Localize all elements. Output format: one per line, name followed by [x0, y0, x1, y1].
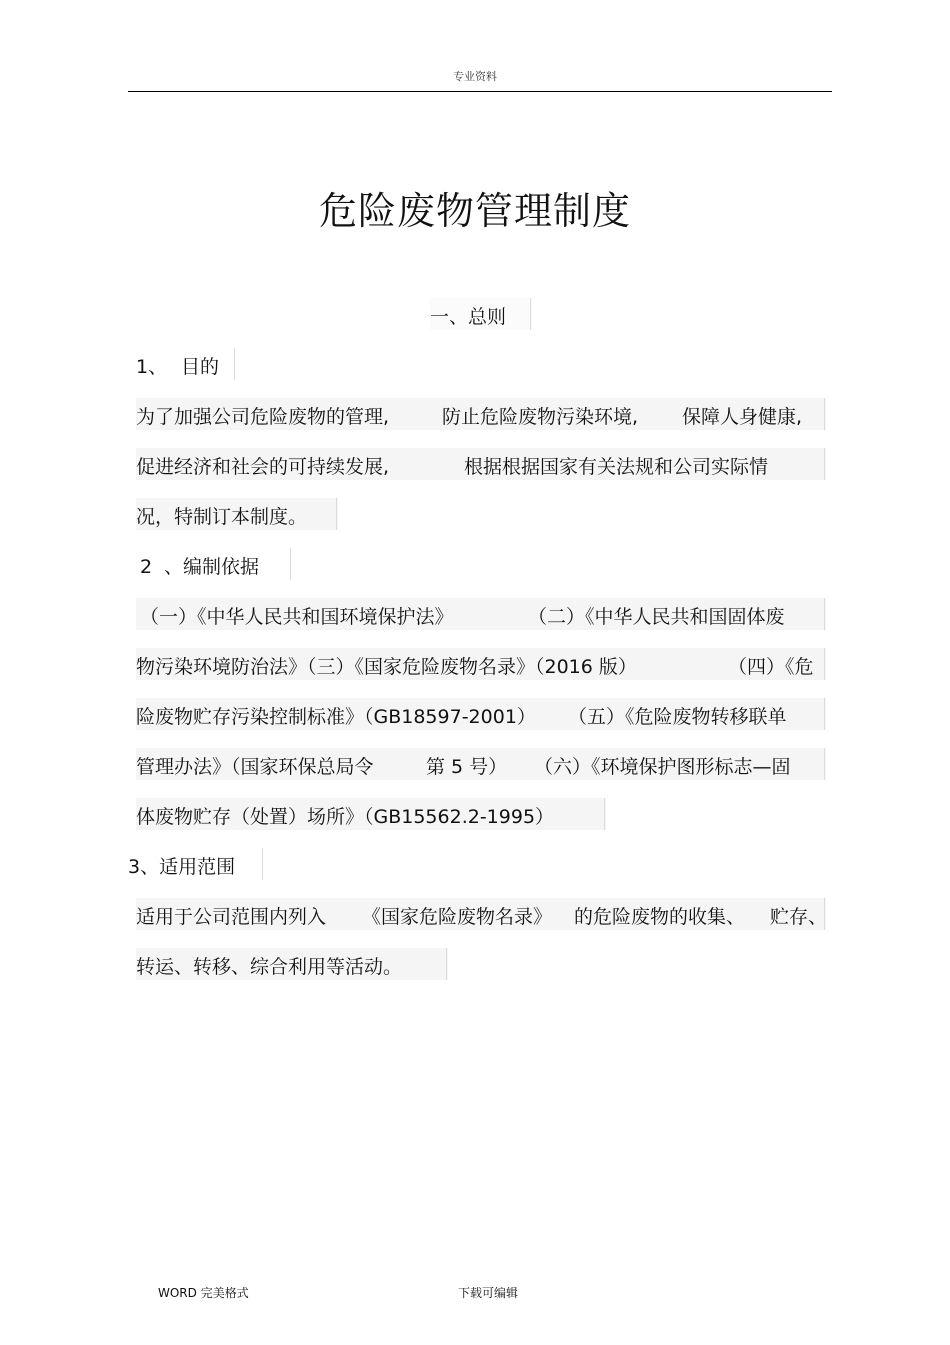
- text-run: 贮存、: [770, 906, 828, 928]
- header-divider: [128, 91, 832, 92]
- text-run: 体废物贮存（处置）场所》（GB15562.2-1995）: [136, 806, 555, 828]
- paragraph-line: [136, 904, 826, 930]
- text-run: （二）《中华人民共和国固体废: [528, 606, 785, 628]
- subheading-text: 3、适用范围: [128, 856, 236, 878]
- text-run: 第 5 号）: [426, 756, 508, 778]
- text-run: 保障人身健康,: [682, 406, 803, 428]
- subheading-scope: [128, 854, 264, 880]
- paragraph-line: [136, 454, 826, 480]
- subheading-text: 目的: [181, 356, 220, 378]
- document-title: 危险废物管理制度: [318, 189, 631, 233]
- paragraph-line: [136, 754, 826, 780]
- subheading-text: 、编制依据: [164, 556, 260, 578]
- paragraph-line: [136, 654, 826, 680]
- subheading-number: 1、: [136, 356, 168, 378]
- text-run: 适用于公司范围内列入: [136, 906, 327, 928]
- text-run: 管理办法》（国家环保总局令: [136, 756, 374, 778]
- text-run: （四）《危: [728, 656, 814, 678]
- section-heading-text: 一、总则: [430, 306, 507, 328]
- text-run: （五）《危险废物转移联单: [568, 706, 787, 728]
- subheading-purpose: [136, 354, 236, 380]
- subheading-number: 2: [140, 556, 153, 578]
- section-heading-general: [430, 304, 532, 330]
- paragraph-line: [136, 954, 448, 980]
- text-run: 险废物贮存污染控制标准》（GB18597-2001）: [136, 706, 536, 728]
- page-header: 专业资料: [453, 70, 497, 83]
- paragraph-line: [136, 604, 826, 630]
- text-run: 的危险废物的收集、: [574, 906, 746, 928]
- text-run: 为了加强公司危险废物的管理,: [136, 406, 390, 428]
- text-run: 防止危险废物污染环境,: [442, 406, 639, 428]
- text-run: 促进经济和社会的可持续发展,: [136, 456, 390, 478]
- text-run: 物污染环境防治法》（三）《国家危险废物名录》（2016 版）: [136, 656, 637, 678]
- text-run: 转运、转移、综合利用等活动。: [136, 956, 403, 978]
- text-run: （六）《环境保护图形标志—固: [534, 756, 791, 778]
- paragraph-line: [136, 704, 826, 730]
- text-run: 《国家危险废物名录》: [362, 906, 553, 928]
- text-run: 况，特制订本制度。: [136, 506, 308, 528]
- subheading-basis: [140, 554, 292, 580]
- paragraph-line: [136, 404, 826, 430]
- text-run: 根据根据国家有关法规和公司实际情: [464, 456, 769, 478]
- footer-download-note: 下载可编辑: [458, 1286, 519, 1300]
- footer-format-note: WORD 完美格式: [158, 1286, 249, 1300]
- text-run: （一）《中华人民共和国环境保护法》: [140, 606, 454, 628]
- paragraph-line: [136, 804, 606, 830]
- paragraph-line: [136, 504, 338, 530]
